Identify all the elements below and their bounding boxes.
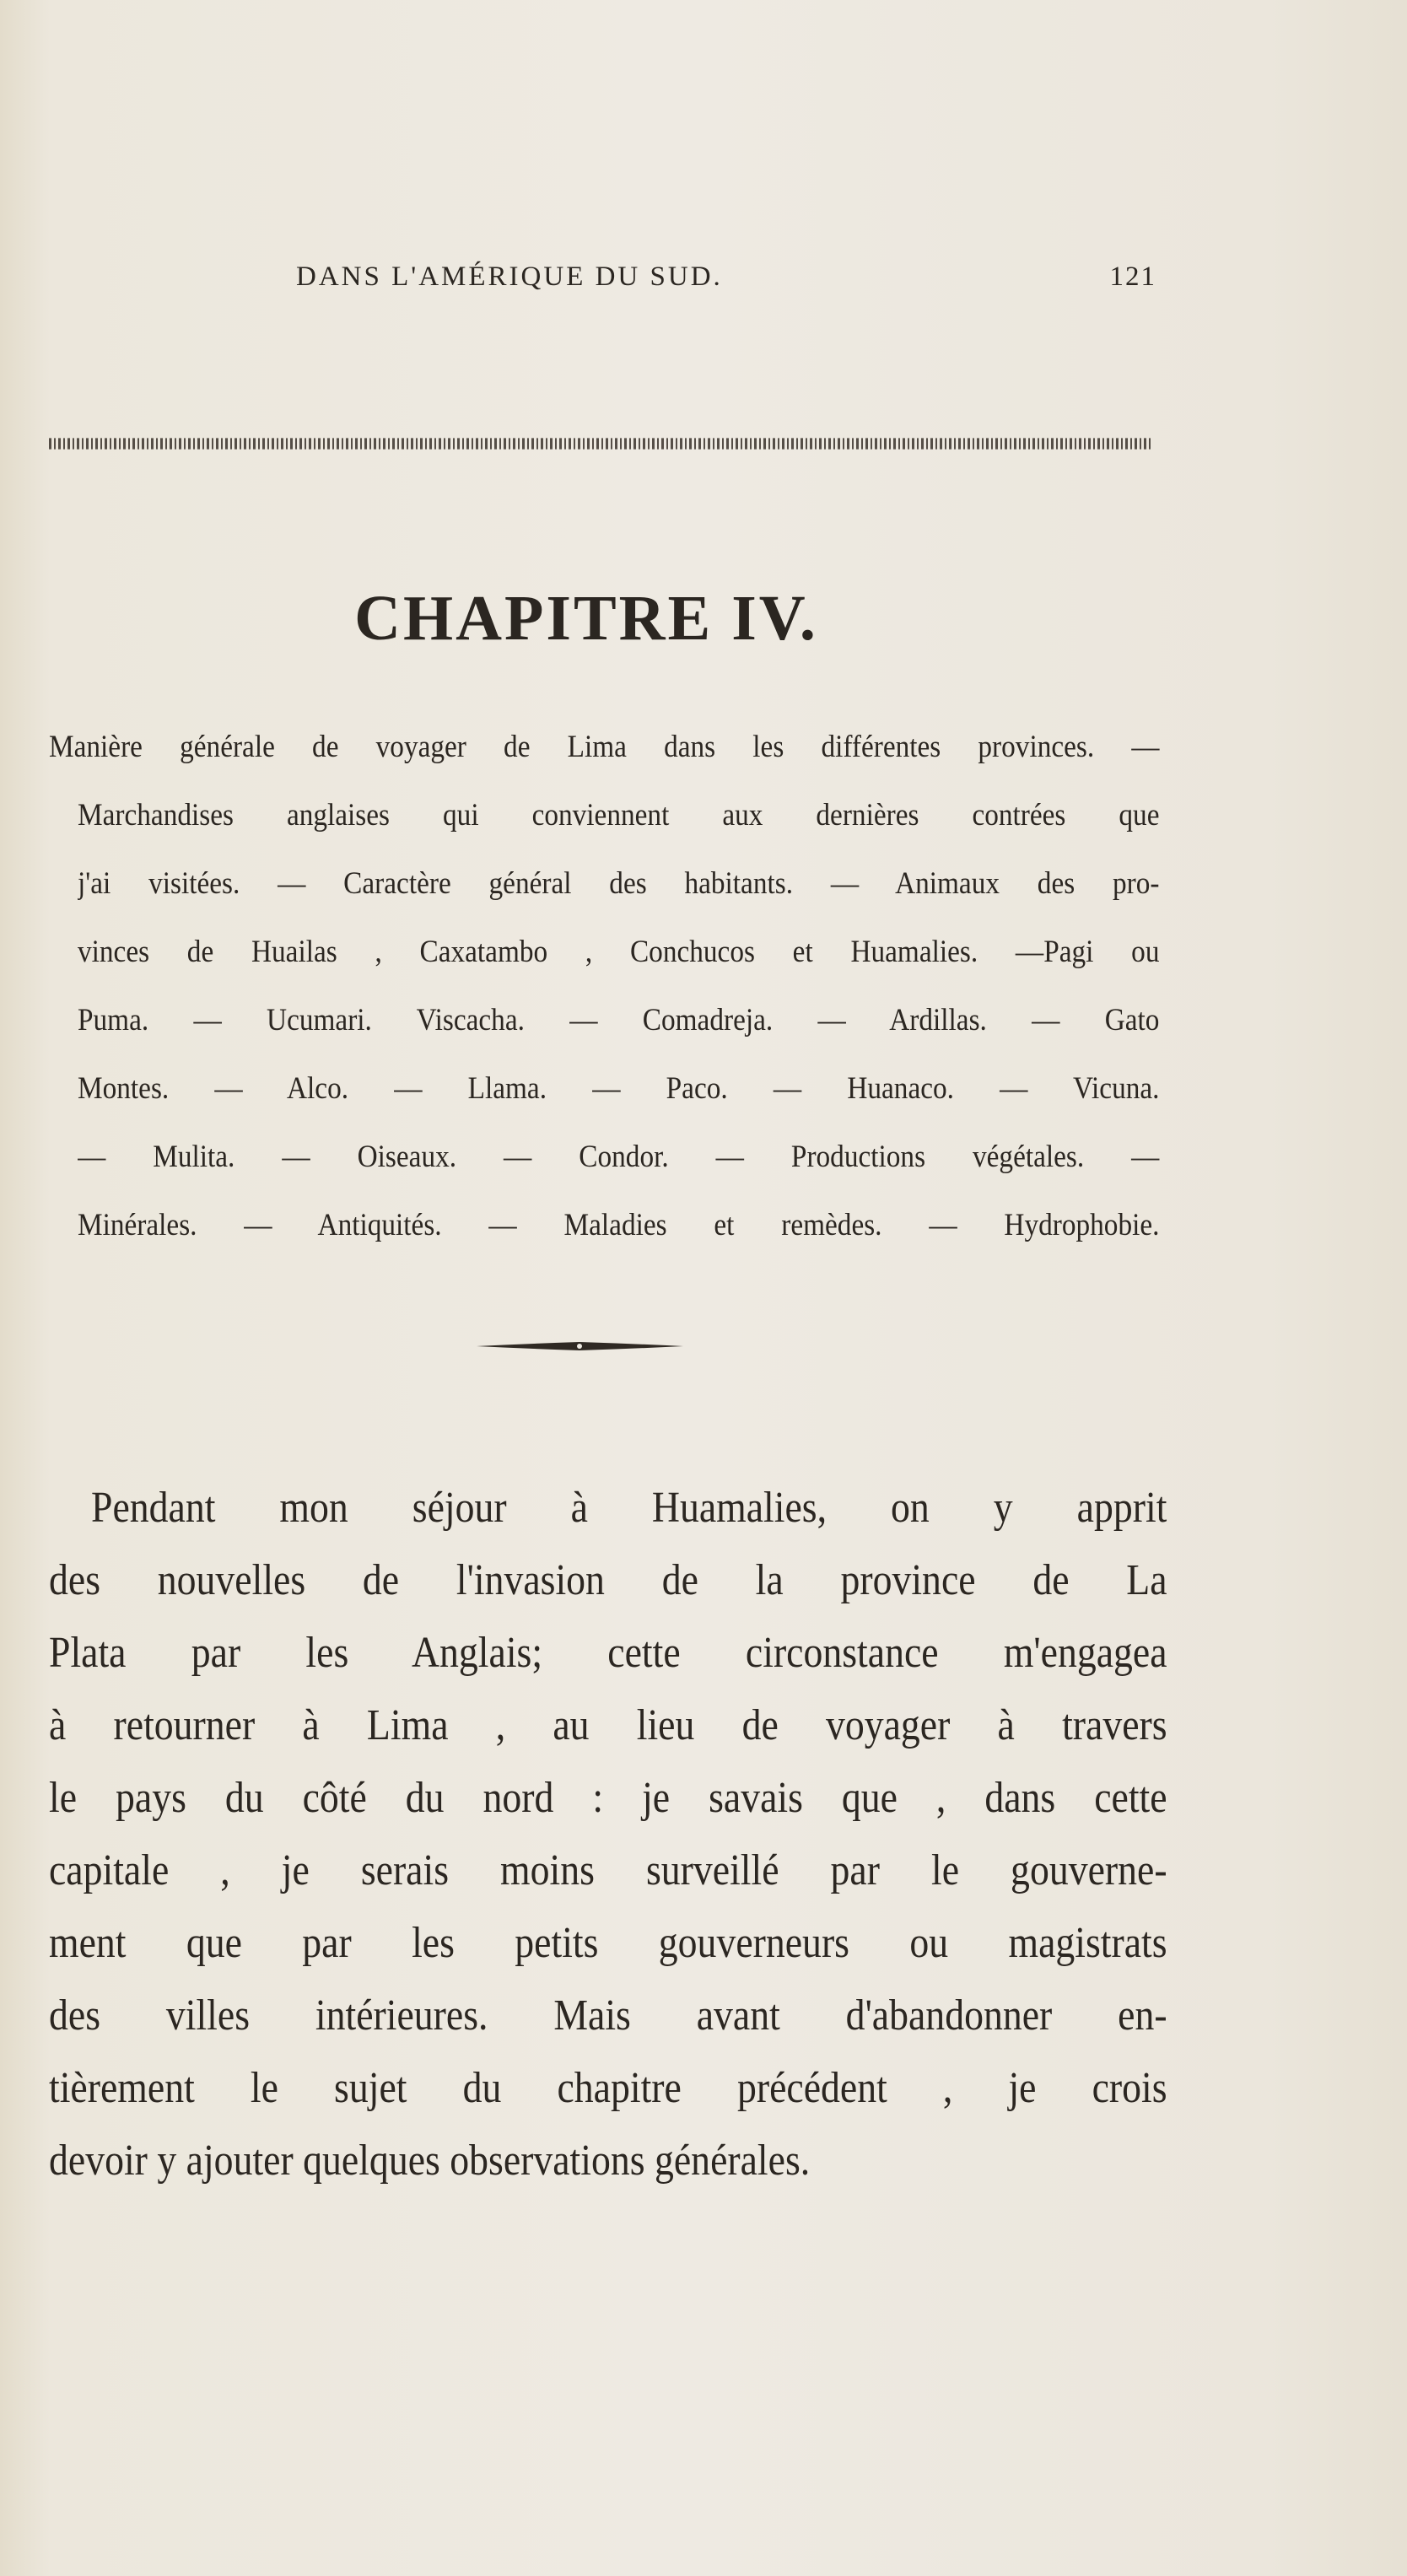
body-line: à retourner à Lima , au lieu de voyager à travers [49,1701,1167,1749]
summary-line: Minérales. — Antiquités. — Maladies et remèdes. — Hydrophobie. [78,1208,1160,1242]
body-line: des villes intérieures. Mais avant d'abandonner en- [49,1991,1167,2040]
body-line: le pays du côté du nord : je savais que , dans cette [49,1774,1167,1822]
chapter-summary [49,713,1161,1259]
body-line: tièrement le sujet du chapitre précédent , je crois [49,2064,1167,2112]
ornament-divider [477,1341,683,1351]
summary-line: j'ai visitées. — Caractère général des habitants. — Animaux des pro- [78,866,1160,901]
summary-line: Montes. — Alco. — Llama. — Paco. — Huanaco. — Vicuna. [78,1071,1160,1106]
page-number: 121 [1109,261,1156,292]
body-line: devoir y ajouter quelques observations générales. [49,2137,811,2185]
running-header [296,261,1156,304]
body-line: Plata par les Anglais; cette circonstance m'engagea [49,1629,1167,1677]
body-line: capitale , je serais moins surveillé par le gouverne- [49,1846,1167,1894]
chapter-title: CHAPITRE IV. [354,583,818,654]
summary-line: Puma. — Ucumari. Viscacha. — Comadreja. — Ardillas. — Gato [78,1003,1160,1037]
summary-line: — Mulita. — Oiseaux. — Condor. — Productions végétales. — [78,1140,1160,1174]
body-line: ment que par les petits gouverneurs ou magistrats [49,1919,1167,1967]
summary-line: Manière générale de voyager de Lima dans les différentes provinces. — [49,730,1160,764]
running-title: DANS L'AMÉRIQUE DU SUD. [296,261,723,292]
summary-line: vinces de Huailas , Caxatambo , Conchucos et Huamalies. —Pagi ou [78,935,1160,969]
body-line: des nouvelles de l'invasion de la province de La [49,1556,1167,1604]
ornamental-rule [49,434,1151,453]
body-line: Pendant mon séjour à Huamalies, on y apprit [91,1484,1167,1532]
body-paragraph [49,1472,1167,2197]
summary-line: Marchandises anglaises qui conviennent aux dernières contrées que [78,798,1160,833]
